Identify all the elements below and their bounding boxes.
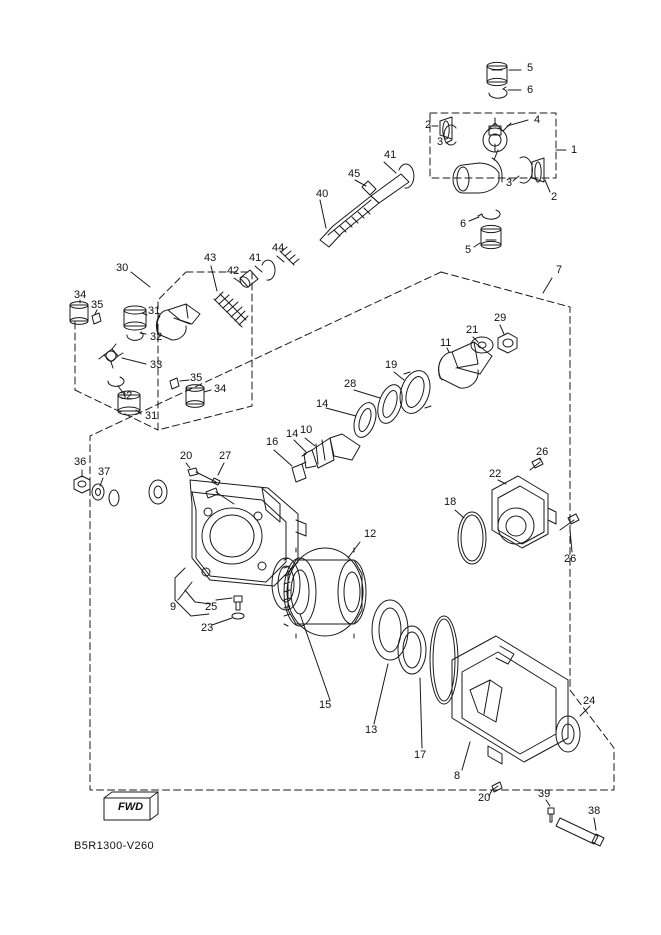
leader-41-top <box>384 162 396 173</box>
callout-35b: 35 <box>190 372 203 384</box>
callout-14: 14 <box>316 398 329 410</box>
leader-17 <box>420 678 422 748</box>
part-41-lower-clip <box>262 260 275 280</box>
callout-38: 38 <box>588 805 601 817</box>
part-5-bottom-bearing-cup <box>481 225 501 248</box>
part-18-o-ring <box>458 512 486 564</box>
callout-15: 15 <box>319 699 332 711</box>
callout-13: 13 <box>365 724 378 736</box>
callout-20b: 20 <box>478 792 491 804</box>
callout-40: 40 <box>316 188 329 200</box>
callout-17: 17 <box>414 749 427 761</box>
leader-19 <box>394 372 404 380</box>
part-12-differential-gear-assembly <box>284 548 366 638</box>
leader-14a <box>326 408 356 416</box>
part-34-upper-boot <box>70 302 88 325</box>
leader-28 <box>354 390 380 398</box>
part-20-bolt-lower <box>492 782 502 792</box>
callout-20: 20 <box>180 450 193 462</box>
part-26-bolt-upper <box>530 458 543 470</box>
callout-24: 24 <box>583 695 596 707</box>
group-30-dashed-box <box>75 272 252 430</box>
leader-10 <box>305 438 315 446</box>
drawing-code: B5R1300-V260 <box>74 840 155 852</box>
callout-3b: 3 <box>506 177 513 189</box>
callout-39: 39 <box>538 788 551 800</box>
part-bearing-small <box>149 480 167 504</box>
part-43-spring <box>214 292 248 327</box>
leader-5-bottom <box>474 243 480 247</box>
part-large-o-ring <box>430 616 458 704</box>
callout-5: 5 <box>527 62 534 74</box>
leader-7 <box>543 278 552 293</box>
part-37-ring-b <box>109 490 119 506</box>
callout-4: 4 <box>534 114 541 126</box>
part-17-shim <box>398 626 426 674</box>
callout-14b: 14 <box>286 428 299 440</box>
callout-35: 35 <box>91 299 104 311</box>
leader-13 <box>374 664 388 724</box>
part-25-drain-bolt <box>234 596 242 610</box>
part-14-bearing-a <box>350 400 380 440</box>
callout-28: 28 <box>344 378 357 390</box>
part-19-oil-seal <box>395 367 435 417</box>
part-32-lower-ring <box>108 377 124 386</box>
callout-5b: 5 <box>465 244 472 256</box>
part-38-breather-hose <box>556 818 604 846</box>
callout-31b: 31 <box>145 410 158 422</box>
callout-34b: 34 <box>214 383 227 395</box>
leader-40 <box>320 200 326 228</box>
part-8-differential-housing <box>452 636 580 764</box>
part-10-drive-pinion-gear <box>302 434 360 468</box>
callout-27: 27 <box>219 450 232 462</box>
callout-34: 34 <box>74 289 87 301</box>
callout-29: 29 <box>494 312 507 324</box>
leader-44 <box>277 256 284 262</box>
callout-8: 8 <box>454 770 461 782</box>
callout-23: 23 <box>201 622 214 634</box>
part-31-upper-cup <box>124 306 146 330</box>
part-left-yoke <box>156 304 200 340</box>
callout-45: 45 <box>348 168 361 180</box>
part-16-spacer <box>292 464 306 482</box>
callout-9: 9 <box>170 601 177 613</box>
part-4-universal-joint-cross <box>483 118 511 152</box>
leader-9 <box>178 582 192 600</box>
leader-18 <box>455 510 464 518</box>
callout-12: 12 <box>364 528 377 540</box>
callout-10: 10 <box>300 424 313 436</box>
callout-31: 31 <box>148 305 161 317</box>
group-7-dashed-box <box>90 272 614 790</box>
callout-43: 43 <box>204 252 217 264</box>
leader-3-left <box>446 140 452 143</box>
leader-43 <box>211 266 217 291</box>
leader-27 <box>218 463 224 475</box>
part-33-cross <box>99 344 123 368</box>
callout-6b: 6 <box>460 218 467 230</box>
leader-39 <box>546 800 550 806</box>
part-6-top-snap-ring <box>489 87 507 98</box>
part-45-washer <box>362 181 376 195</box>
leader-22 <box>498 480 506 484</box>
callout-22: 22 <box>489 468 502 480</box>
callout-1: 1 <box>571 144 578 156</box>
callout-26b: 26 <box>564 553 577 565</box>
callout-2b: 2 <box>551 191 558 203</box>
leader-15 <box>300 614 330 700</box>
callout-7: 7 <box>556 264 563 276</box>
callout-11: 11 <box>440 337 452 349</box>
callout-21: 21 <box>466 324 479 336</box>
part-37-washer <box>92 484 104 500</box>
leader-45 <box>355 180 366 186</box>
leader-8 <box>462 742 470 770</box>
callout-16: 16 <box>266 436 279 448</box>
callout-36: 36 <box>74 456 87 468</box>
callout-19: 19 <box>385 359 398 371</box>
part-36-nut <box>74 476 90 493</box>
part-3-right-ring <box>520 157 532 183</box>
callout-3: 3 <box>437 136 444 148</box>
leader-32-upper <box>140 333 146 334</box>
fwd-marker <box>104 793 154 823</box>
leader-30 <box>131 272 150 287</box>
part-34-lower-boot <box>186 385 204 408</box>
part-42-spring-seat <box>238 270 258 289</box>
part-29-nut <box>498 333 517 353</box>
callout-41b: 41 <box>249 252 262 264</box>
callout-18: 18 <box>444 496 457 508</box>
leader-33 <box>122 358 146 364</box>
leader-16 <box>274 450 292 466</box>
callout-37: 37 <box>98 466 111 478</box>
leader-37 <box>100 478 103 486</box>
callout-32b: 32 <box>120 390 133 402</box>
part-39-pin <box>548 808 554 822</box>
part-23-washer <box>232 613 244 619</box>
callout-41: 41 <box>384 149 397 161</box>
callout-42: 42 <box>227 265 240 277</box>
leader-12 <box>348 542 360 558</box>
callout-44: 44 <box>272 242 285 254</box>
leader-4 <box>507 120 528 126</box>
part-6-bottom-snap-ring <box>478 210 500 219</box>
callout-33: 33 <box>150 359 163 371</box>
part-5-top-bearing-cup <box>487 62 507 85</box>
callout-2: 2 <box>425 119 432 131</box>
leader-38 <box>594 818 596 830</box>
callout-26: 26 <box>536 446 549 458</box>
leader-34-lower <box>204 390 211 392</box>
leader-23 <box>212 618 232 625</box>
leader-20-upper <box>186 463 190 468</box>
leader-41-lower <box>255 266 262 272</box>
part-41-top-clip <box>399 164 414 188</box>
fwd-label: FWD <box>118 801 144 813</box>
leader-29 <box>500 325 504 334</box>
part-35-lower-washer <box>170 378 179 389</box>
leader-35-lower <box>180 380 189 381</box>
callout-30: 30 <box>116 262 129 274</box>
leader-24 <box>580 706 590 716</box>
leader-6-bottom <box>469 217 479 221</box>
part-1-yoke-flange <box>453 150 502 193</box>
leader-25 <box>216 598 232 600</box>
part-3-left-ring <box>444 125 456 145</box>
callout-6: 6 <box>527 84 534 96</box>
part-22-bearing-retainer <box>492 476 556 548</box>
callout-32: 32 <box>150 331 163 343</box>
callout-25: 25 <box>205 601 218 613</box>
leader-14b <box>294 440 306 452</box>
part-35-upper-washer <box>92 313 101 324</box>
leader-2-right <box>545 180 550 192</box>
